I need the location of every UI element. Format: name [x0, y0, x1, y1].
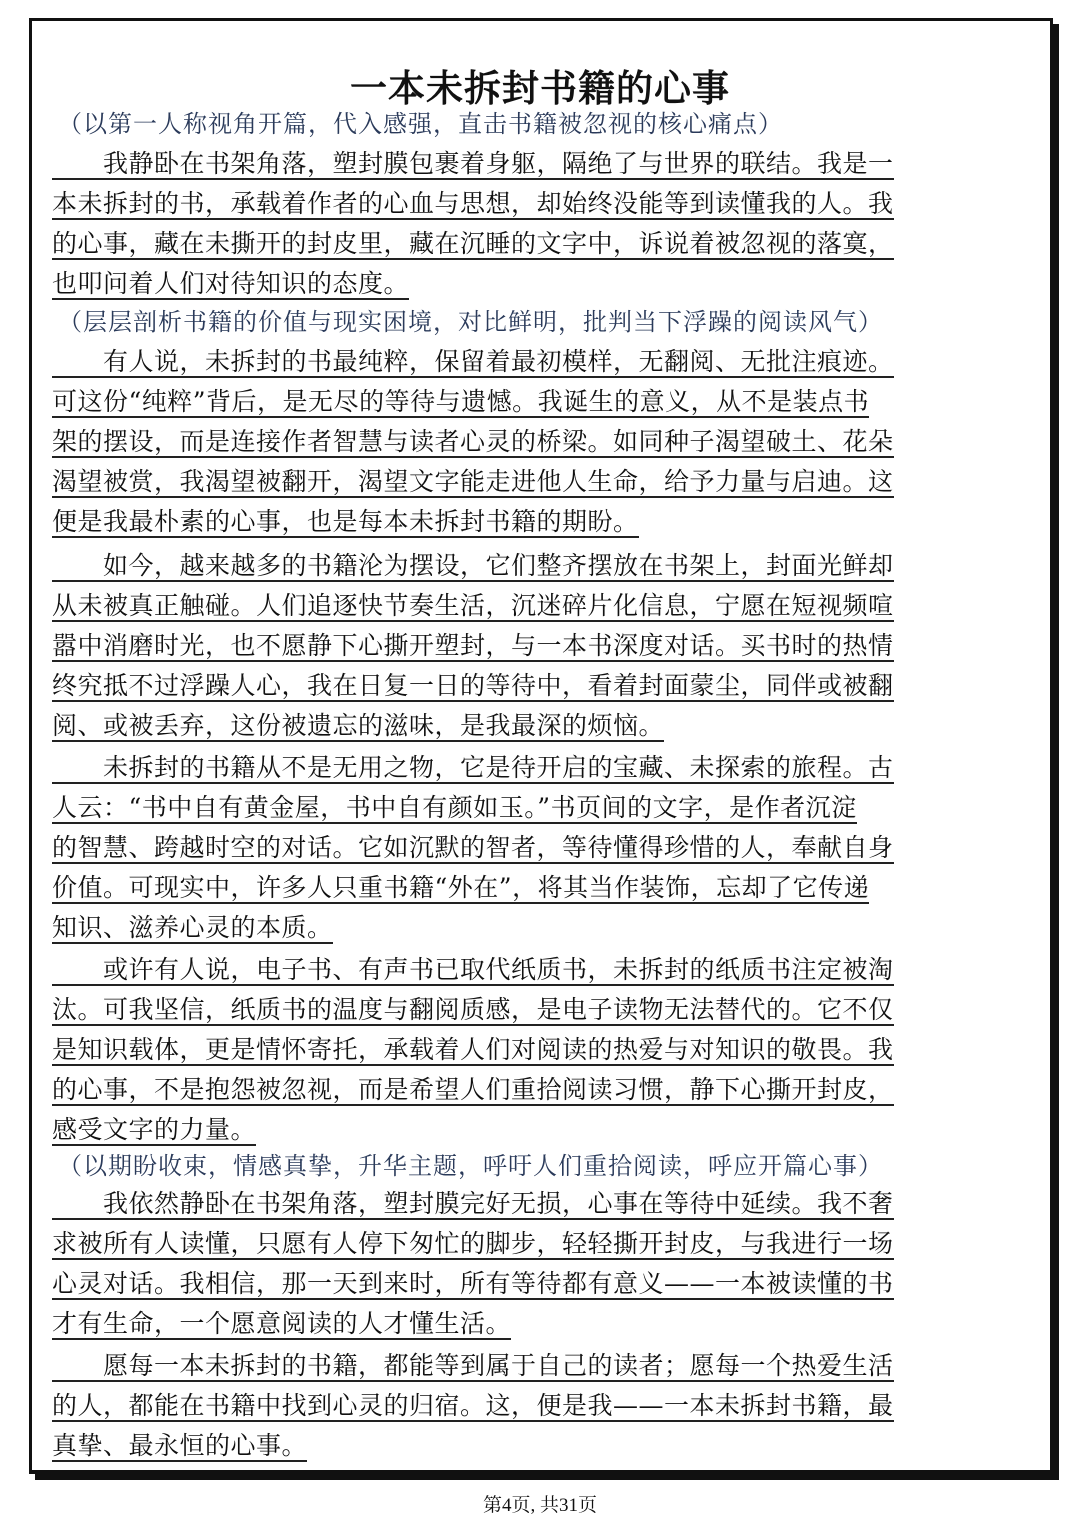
text-underline [52, 620, 894, 622]
text-underline [52, 416, 869, 418]
text-line [52, 144, 1012, 180]
text-line-content: 汰。可我坚信，纸质书的温度与翻阅质感，是电子读物无法替代的。它不仅 [52, 995, 894, 1024]
text-line-content: 或许有人说，电子书、有声书已取代纸质书，未拆封的纸质书注定被淘 [52, 955, 894, 984]
text-line-content: 才有生命，一个愿意阅读的人才懂生活。 [52, 1309, 512, 1338]
text-line-content: 从未被真正触碰。人们追逐快节奏生活，沉迷碎片化信息，宁愿在短视频喧 [52, 591, 894, 620]
text-underline [52, 1218, 894, 1220]
text-line [52, 1070, 1012, 1106]
essay-title: 一本未拆封书籍的心事 [350, 67, 730, 110]
text-line [52, 706, 1012, 742]
text-line [52, 184, 1012, 220]
text-line [52, 546, 1012, 582]
text-line [52, 586, 1012, 622]
text-underline [52, 700, 894, 702]
text-line [52, 224, 1012, 260]
text-line [52, 868, 1012, 904]
text-underline [52, 1024, 894, 1026]
page-border-shadow-bottom [35, 1474, 1059, 1480]
text-underline [52, 1420, 894, 1422]
text-underline [52, 862, 894, 864]
text-line-content: 感受文字的力量。 [52, 1115, 257, 1144]
text-line-content: 价值。可现实中，许多人只重书籍“外在”，将其当作装饰，忘却了它传递 [52, 873, 870, 902]
text-underline [52, 1338, 511, 1340]
text-line [52, 1264, 1012, 1300]
text-line [52, 342, 1012, 378]
text-line [52, 666, 1012, 702]
text-line-content: 如今，越来越多的书籍沦为摆设，它们整齐摆放在书架上，封面光鲜却 [52, 551, 894, 580]
text-line-content: 未拆封的书籍从不是无用之物，它是待开启的宝藏、未探索的旅程。古 [52, 753, 894, 782]
text-line-content: 我依然静卧在书架角落，塑封膜完好无损，心事在等待中延续。我不奢 [52, 1189, 894, 1218]
text-line-content: 人云：“书中自有黄金屋，书中自有颜如玉。”书页间的文字，是作者沉淀 [52, 793, 857, 822]
text-line [52, 1386, 1012, 1422]
text-line-content: 真挚、最永恒的心事。 [52, 1431, 308, 1460]
text-line-content: 我静卧在书架角落，塑封膜包裹着身躯，隔绝了与世界的联结。我是一 [52, 149, 894, 178]
text-underline [52, 298, 409, 300]
text-underline [52, 1104, 894, 1106]
text-line-content: 嚣中消磨时光，也不愿静下心撕开塑封，与一本书深度对话。买书时的热情 [52, 631, 894, 660]
text-line [52, 1224, 1012, 1260]
text-line-content: 有人说，未拆封的书最纯粹，保留着最初模样，无翻阅、无批注痕迹。 [52, 347, 894, 376]
text-line-content: 渴望被赏，我渴望被翻开，渴望文字能走进他人生命，给予力量与启迪。这 [52, 467, 894, 496]
text-line [52, 626, 1012, 662]
page-number: 第4页, 共31页 [482, 1495, 597, 1516]
text-line-content: 可这份“纯粹”背后，是无尽的等待与遗憾。我诞生的意义，从不是装点书 [52, 387, 870, 416]
text-underline [52, 942, 333, 944]
text-underline [52, 1258, 894, 1260]
text-line-content: 心灵对话。我相信，那一天到来时，所有等待都有意义——一本被读懂的书 [52, 1269, 894, 1298]
text-line [52, 382, 1012, 418]
text-line-content: 的智慧、跨越时空的对话。它如沉默的智者，等待懂得珍惜的人，奉献自身 [52, 833, 894, 862]
text-underline [52, 902, 869, 904]
text-underline [52, 178, 894, 180]
text-underline [52, 1298, 894, 1300]
text-line-content: 也叩问着人们对待知识的态度。 [52, 269, 410, 298]
text-line [52, 788, 1012, 824]
text-line-content: 阅、或被丢弃，这份被遗忘的滋味，是我最深的烦恼。 [52, 711, 665, 740]
text-line-content: 终究抵不过浮躁人心，我在日复一日的等待中，看着封面蒙尘，同伴或被翻 [52, 671, 894, 700]
text-underline [52, 660, 894, 662]
text-underline [52, 218, 894, 220]
text-underline [52, 740, 664, 742]
text-underline [52, 456, 894, 458]
text-line [52, 264, 1012, 300]
text-underline [52, 580, 894, 582]
text-line [52, 950, 1012, 986]
text-underline [52, 1064, 894, 1066]
text-line [52, 422, 1012, 458]
page-border-shadow-right [1053, 24, 1059, 1480]
text-line [52, 990, 1012, 1026]
text-line-content: 求被所有人读懂，只愿有人停下匆忙的脚步，轻轻撕开封皮，与我进行一场 [52, 1229, 894, 1258]
text-line [52, 1346, 1012, 1382]
text-line-content: 架的摆设，而是连接作者智慧与读者心灵的桥梁。如同种子渴望破土、花朵 [52, 427, 894, 456]
text-underline [52, 258, 894, 260]
text-line [52, 748, 1012, 784]
text-line-content: 是知识载体，更是情怀寄托，承载着人们对阅读的热爱与对知识的敬畏。我 [52, 1035, 894, 1064]
annotation-note: （以第一人称视角开篇，代入感强，直击书籍被忽视的核心痛点） [58, 110, 783, 138]
annotation-note: （以期盼收束，情感真挚，升华主题，呼吁人们重拾阅读，呼应开篇心事） [58, 1152, 883, 1180]
text-underline [52, 1460, 307, 1462]
text-line-content: 愿每一本未拆封的书籍，都能等到属于自己的读者；愿每一个热爱生活 [52, 1351, 894, 1380]
text-line [52, 1304, 1012, 1340]
text-underline [52, 376, 894, 378]
text-underline [52, 822, 857, 824]
text-underline [52, 782, 894, 784]
text-line-content: 便是我最朴素的心事，也是每本未拆封书籍的期盼。 [52, 507, 639, 536]
text-line [52, 828, 1012, 864]
text-line [52, 908, 1012, 944]
text-line [52, 502, 1012, 538]
text-underline [52, 1380, 894, 1382]
text-line-content: 的人，都能在书籍中找到心灵的归宿。这，便是我——一本未拆封书籍，最 [52, 1391, 894, 1420]
text-line-content: 的心事，不是抱怨被忽视，而是希望人们重拾阅读习惯，静下心撕开封皮， [52, 1075, 894, 1104]
text-line-content: 知识、滋养心灵的本质。 [52, 913, 333, 942]
text-line [52, 1184, 1012, 1220]
text-line-content: 的心事，藏在未撕开的封皮里，藏在沉睡的文字中，诉说着被忽视的落寞， [52, 229, 894, 258]
text-line [52, 1426, 1012, 1462]
text-underline [52, 496, 894, 498]
text-underline [52, 536, 639, 538]
annotation-note: （层层剖析书籍的价值与现实困境，对比鲜明，批判当下浮躁的阅读风气） [58, 308, 883, 336]
text-line [52, 462, 1012, 498]
text-line [52, 1110, 1012, 1146]
text-line [52, 1030, 1012, 1066]
text-underline [52, 984, 894, 986]
text-line-content: 本未拆封的书，承载着作者的心血与思想，却始终没能等到读懂我的人。我 [52, 189, 894, 218]
